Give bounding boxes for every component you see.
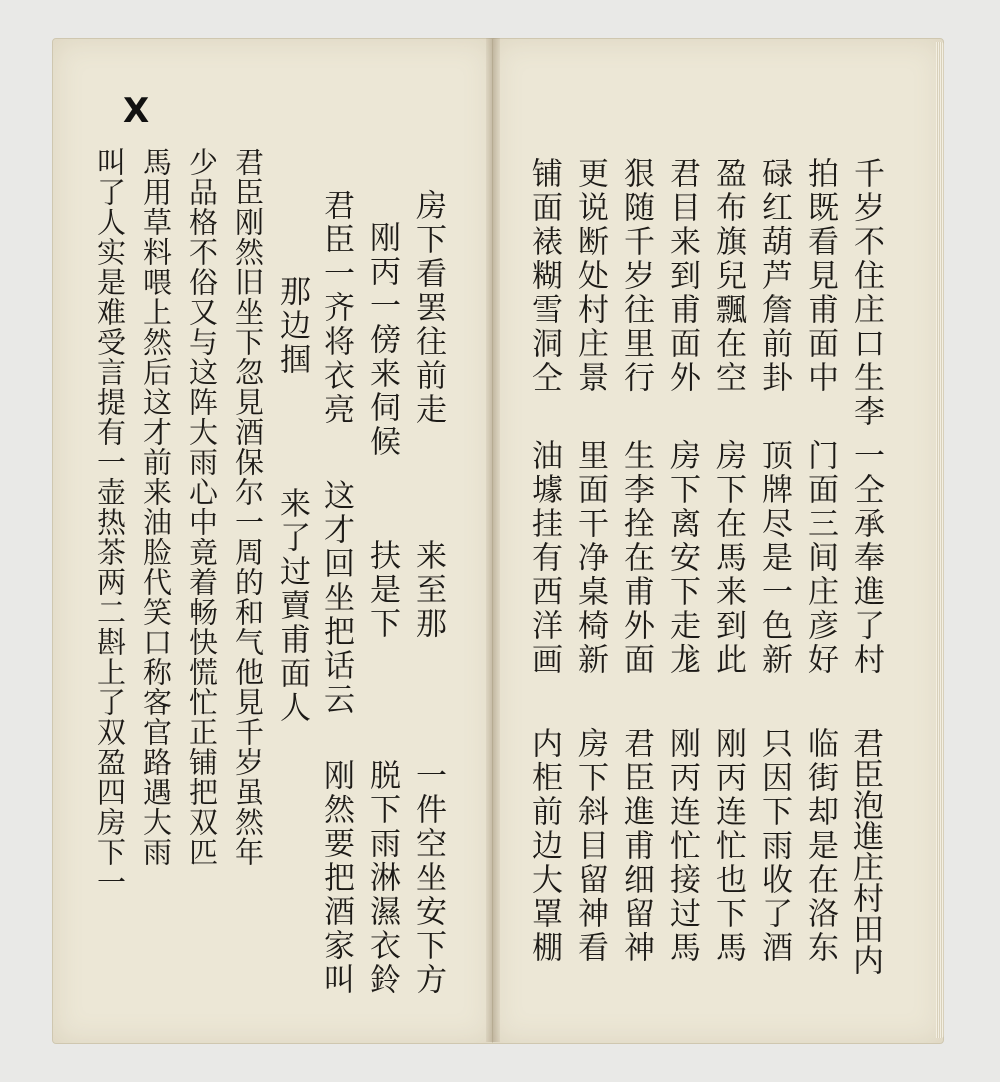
right-col-10: 门面三间庄彦好 (802, 439, 838, 677)
left-col-10: 脱下雨淋濕衣鈴 (364, 759, 400, 997)
right-col-16: 油壉挂有西洋画 (526, 439, 562, 677)
right-col-12: 房下在馬来到此 (710, 439, 746, 677)
right-col-14: 生李拴在甫外面 (618, 439, 654, 677)
left-page (52, 38, 494, 1044)
right-col-24: 内柜前边大罩棚 (526, 727, 562, 965)
right-page (492, 38, 944, 1044)
open-book (52, 38, 942, 1042)
right-col-6: 狠随千岁往里行 (618, 157, 654, 395)
left-col-1: 房下看罢往前走 (410, 189, 446, 427)
page-marker: X (123, 91, 150, 131)
left-col-3: 君臣一齐将衣亮 (318, 189, 354, 427)
right-col-21: 刚丙连忙接过馬 (664, 727, 700, 965)
right-col-4: 盈布旗兒飄在空 (710, 157, 746, 395)
right-col-1: 千岁不住庄口生李 (848, 157, 884, 429)
right-col-9: 一仝承奉進了村 (848, 439, 884, 677)
book-gutter (486, 38, 500, 1042)
right-col-11: 顶牌尽是一色新 (756, 439, 792, 677)
left-col-11: 刚然要把酒家叫 (318, 759, 354, 997)
left-col-7: 扶是下 (364, 539, 400, 641)
left-col-5: 来了过賣甫面人 (274, 487, 310, 725)
right-col-19: 只因下雨收了酒 (756, 727, 792, 965)
right-col-20: 刚丙连忙也下馬 (710, 727, 746, 965)
left-col-8: 来至那 (410, 539, 446, 641)
left-col-6: 这才回坐把话云 (318, 479, 354, 717)
left-col-4: 那边掴 (274, 275, 310, 377)
right-col-23: 房下斜目留神看 (572, 727, 608, 965)
left-col-14: 馬用草料喂上然后这才前来油脸代笑口称客官路遇大雨 (139, 147, 173, 867)
right-col-5: 君目来到甫面外 (664, 157, 700, 395)
right-col-8: 铺面裱糊雪洞仝 (526, 157, 562, 395)
right-col-2: 拍既看見甫面中 (802, 157, 838, 395)
right-col-22: 君臣進甫细留神 (618, 727, 654, 965)
right-col-18: 临街却是在洛东 (802, 727, 838, 965)
page-fore-edge (936, 42, 944, 1038)
right-col-3: 碌红葫芦詹前卦 (756, 157, 792, 395)
left-col-12: 君臣刚然旧坐下忽見酒保尔一周的和气他見千岁虽然年 (231, 147, 265, 867)
left-col-15: 叫了人实是难受言提有一壶热茶两二斟上了双盈四房下一 (93, 147, 127, 897)
right-col-15: 里面干净桌椅新 (572, 439, 608, 677)
left-col-13: 少品格不俗又与这阵大雨心中竟着畅快慌忙正铺把双匹 (185, 147, 219, 867)
left-col-2: 刚丙一傍来伺候 (364, 221, 400, 459)
right-col-17: 君臣泡進庄村田内 (847, 727, 883, 975)
right-col-7: 更说断处村庄景 (572, 157, 608, 395)
right-col-13: 房下离安下走尨 (664, 439, 700, 677)
left-col-9: 一件空坐安下方 (410, 759, 446, 997)
